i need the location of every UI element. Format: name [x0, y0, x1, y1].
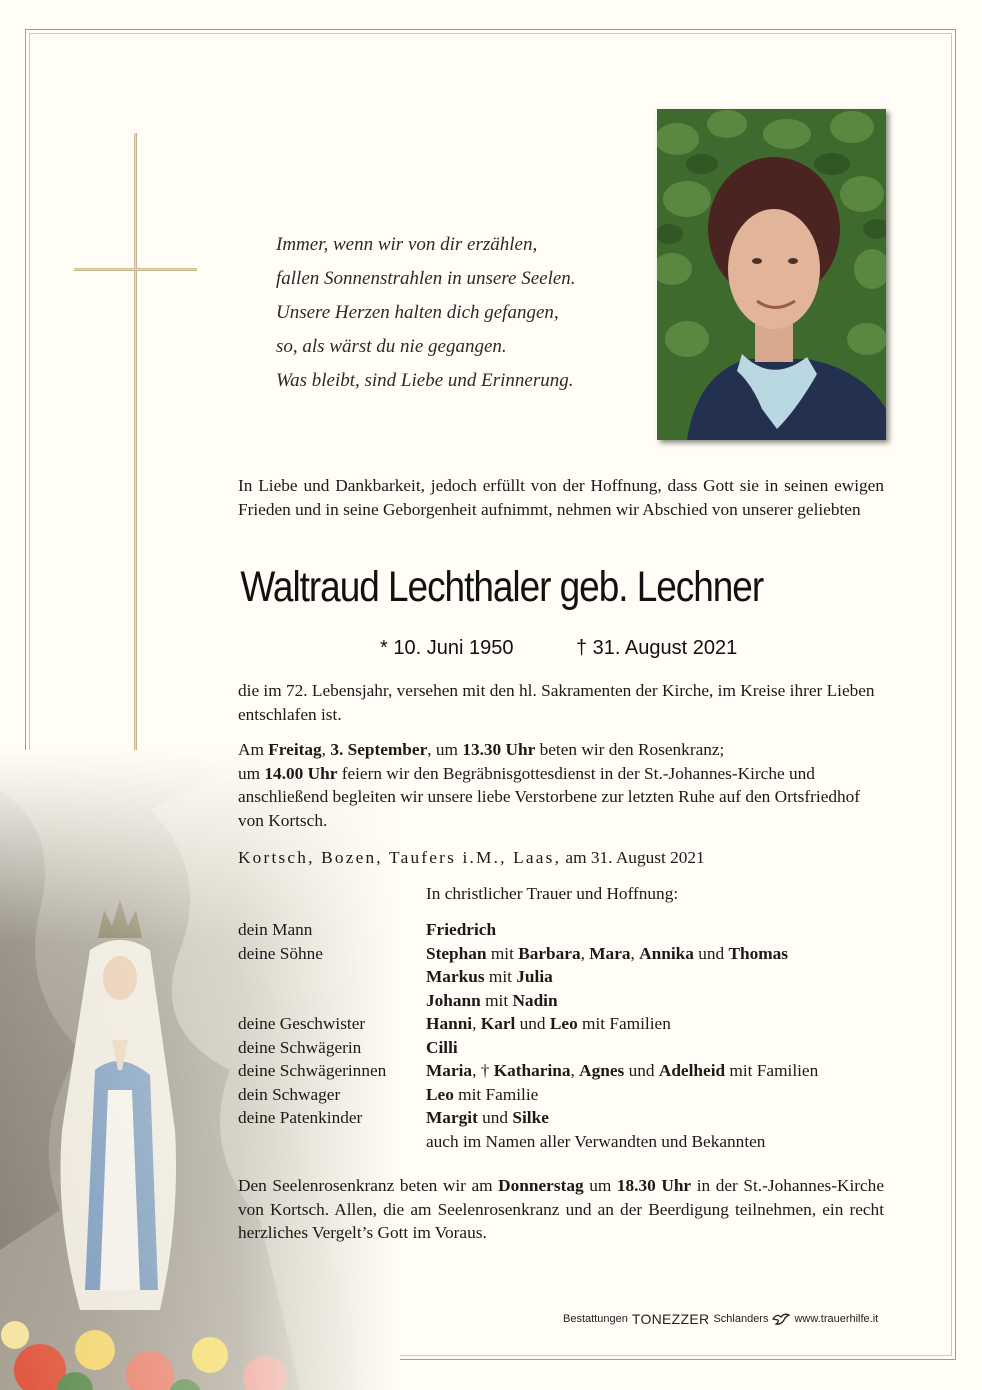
family-row [238, 989, 818, 1013]
life-paragraph: die im 72. Lebensjahr, versehen mit den hl. Sakramenten der Kirche, im Kreise ihrer Lieben entschlafen ist. [238, 681, 875, 724]
mourning-line: In christlicher Trauer und Hoffnung: [426, 884, 679, 903]
relative-names: Maria, † Katharina, Agnes und Adelheid mit Familien [426, 1061, 819, 1080]
death-date: † 31. August 2021 [576, 637, 738, 659]
notice-date: am 31. August 2021 [561, 848, 705, 867]
poem-line: Unsere Herzen halten dich gefangen, [276, 302, 559, 323]
birth-date: * 10. Juni 1950 [380, 637, 514, 659]
relation-label: deine Schwägerin [238, 1037, 362, 1057]
closing-paragraph: Den Seelenrosenkranz beten wir am Donnerstag um 18.30 Uhr in der St.-Johannes-Kirche von Kortsch. Allen, die am Seelenrosenkranz und an der Beerdigung teilnehmen, ein recht herzliches Vergelt’s Gott im Voraus. [238, 1176, 884, 1242]
relation-label [238, 989, 426, 1013]
relative-names: Hanni, Karl und Leo mit Familien [426, 1014, 671, 1033]
relative-names: auch im Namen aller Verwandten und Bekannten [426, 1131, 766, 1151]
family-row [238, 1106, 818, 1130]
relation-label: deine Schwägerinnen [238, 1061, 387, 1080]
footer-post: Schlanders [713, 1313, 769, 1325]
relative-names: Margit und Silke [426, 1108, 549, 1127]
life-dates [380, 637, 737, 660]
dove-logo-icon [772, 1312, 790, 1326]
deceased-name: Waltraud Lechthaler geb. Lechner [240, 563, 764, 611]
family-row [238, 918, 818, 942]
places: Kortsch, Bozen, Taufers i.M., Laas, [238, 848, 562, 867]
poem-line: Immer, wenn wir von dir erzählen, [276, 234, 538, 255]
relation-label: dein Schwager [238, 1084, 341, 1104]
relative-names: Leo mit Familie [426, 1084, 539, 1104]
relation-label: dein Mann [238, 920, 313, 939]
poem [276, 228, 576, 398]
relation-label: deine Söhne [238, 943, 323, 963]
relative-names: Friedrich [426, 920, 497, 939]
family-row [238, 1083, 818, 1107]
relation-label [238, 1130, 426, 1154]
footer-credit [563, 1311, 878, 1327]
intro-paragraph: In Liebe und Dankbarkeit, jedoch erfüllt von der Hoffnung, dass Gott sie in seinen ewigen Frieden und in seine Geborgenheit aufnimmt, nehmen wir Abschied von unserer geliebten [238, 476, 884, 519]
family-row [238, 1012, 818, 1036]
family-row [238, 1130, 818, 1154]
relation-label [238, 965, 426, 989]
portrait-photo [657, 109, 886, 440]
family-row [238, 965, 818, 989]
relative-names: Stephan mit Barbara, Mara, Annika und Thomas [426, 943, 789, 963]
cross-horizontal-bar [74, 268, 197, 271]
footer-brand: TONEZZER [631, 1311, 710, 1327]
family-row [238, 1059, 818, 1083]
family-list [238, 918, 818, 1153]
poem-line: fallen Sonnenstrahlen in unsere Seelen. [276, 268, 576, 289]
place-date-line [238, 848, 705, 868]
cross-vertical-bar [134, 133, 137, 766]
footer-pre: Bestattungen [563, 1313, 628, 1325]
relation-label: deine Patenkinder [238, 1108, 363, 1127]
family-row [238, 942, 818, 966]
family-row [238, 1036, 818, 1060]
poem-line: so, als wärst du nie gegangen. [276, 336, 507, 357]
relation-label: deine Geschwister [238, 1014, 366, 1033]
relative-names: Johann mit Nadin [426, 990, 558, 1010]
relative-names: Markus mit Julia [426, 967, 553, 986]
footer-url[interactable]: www.trauerhilfe.it [794, 1313, 879, 1325]
relative-names: Cilli [426, 1037, 458, 1057]
poem-line: Was bleibt, sind Liebe und Erinnerung. [276, 370, 574, 391]
funeral-paragraph: Am Freitag, 3. September, um 13.30 Uhr beten wir den Rosenkranz; um 14.00 Uhr feiern wir den Begräbnisgottesdienst in der St.-Johannes-Kirche und anschließend begleiten wir unsere liebe Verstorbene zur letzten Ruhe auf den Ortsfriedhof von Kortsch. [238, 740, 861, 830]
